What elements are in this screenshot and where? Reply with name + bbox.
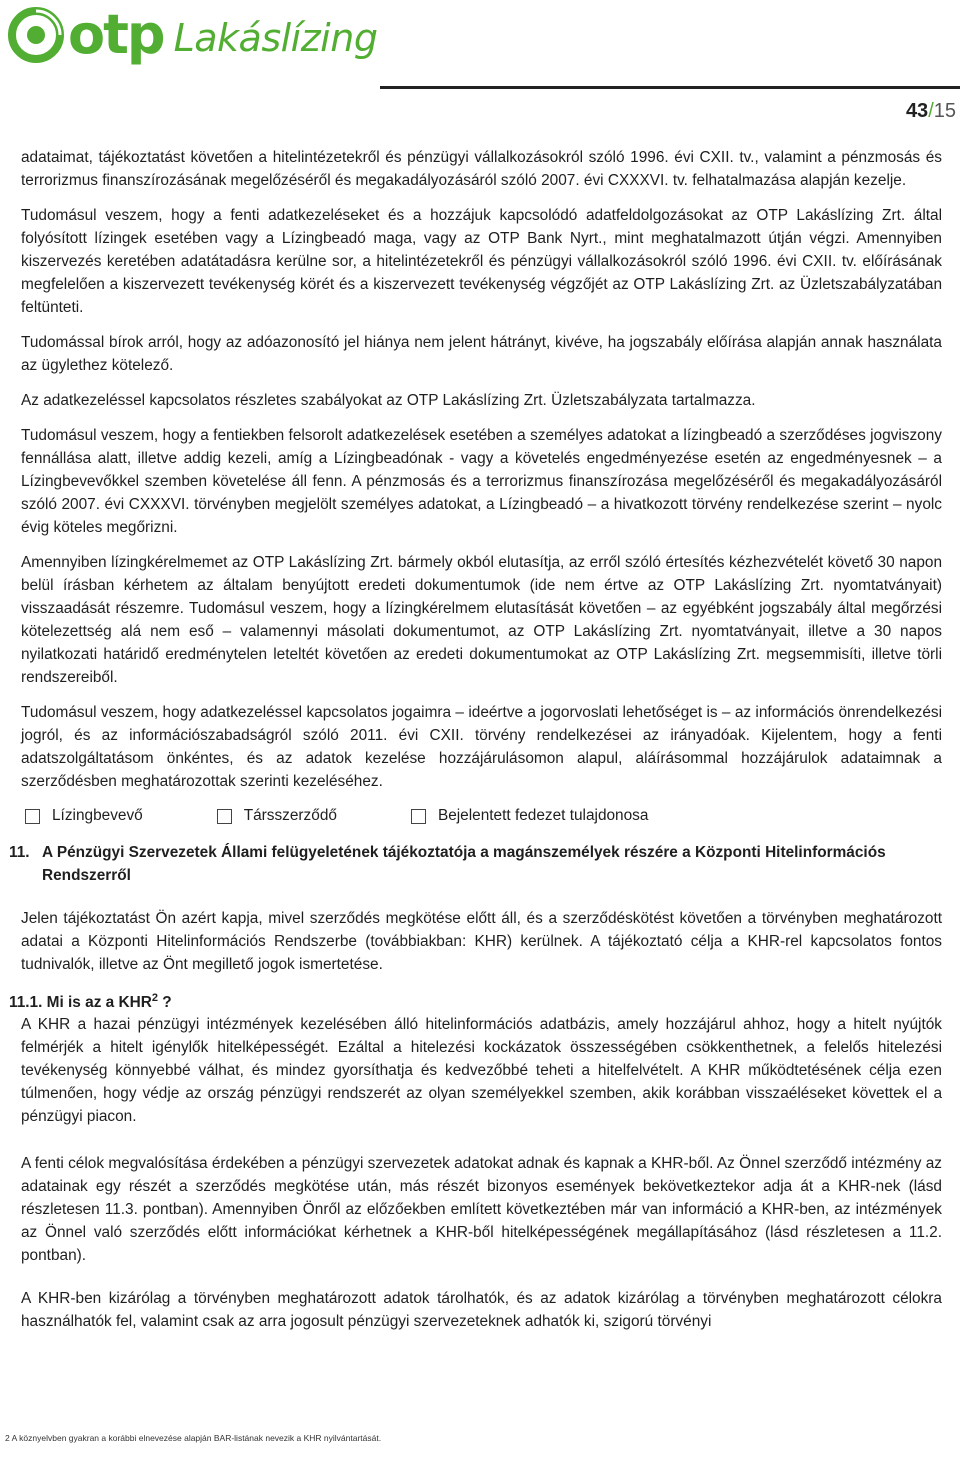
checkbox-fedezet-tulajdonos[interactable] [411,807,649,825]
paragraph: Tudomásul veszem, hogy adatkezeléssel kapcsolatos jogaimra – ideértve a jogorvoslati lehetőséget is – az információs önrendelkezési jogról, és az információszabadságról szóló 2011. évi CXII. törvény rendelkezései az irányadóak. Kijelentem, hogy a fenti adatszolgáltatásom önkéntes, és az adatok kezelése hozzájárulásomon alapul, aláírásommal hozzájárulok adataimnak a szerződésben meghatározottak szerinti kezeléséhez. [21,704,942,790]
paragraph: Az adatkezeléssel kapcsolatos részletes szabályokat az OTP Lakáslízing Zrt. Üzletszabályzata tartalmazza. [21,392,756,409]
page-total: 15 [933,100,956,122]
logo-product-text: Lakáslízing [173,16,378,60]
checkbox-label: Társszerződő [243,807,337,824]
section-number: 11. [9,844,30,861]
page-number [906,100,956,123]
section-11-1-heading [9,988,942,1013]
document-body [9,146,942,1345]
footnote-ref: 2 [151,992,158,1004]
brand-logo [8,4,377,66]
paragraph: A KHR a hazai pénzügyi intézmények kezelésében álló hitelinformációs adatbázis, amely hozzájárul ahhoz, hogy a hitelt nyújtók felmérjék a hitelt igénylők hitelképességét. Ezáltal a hitelezési kockázatok összességében csökkenthetnek, a felelős hitelezési tevékenység könnyebbé válhat, és mindez gyorsíthatja és kedvezőbbé teheti a hitelfelvételt. A KHR működtetésének célja ezen túlmenően, hogy védje az ország pénzügyi rendszerét az olyan személyekkel szemben, akik korábban visszaéléseket követtek el a pénzügyi piacon. [21,1016,942,1125]
checkbox-icon[interactable] [217,809,232,824]
otp-logo-icon [8,7,64,63]
footnote: 2 A köznyelvben gyakran a korábbi elnevezése alapján BAR-listának nevezik a KHR nyilvántartását. [5,1433,382,1443]
role-checkboxes [25,805,942,827]
checkbox-label: Bejelentett fedezet tulajdonosa [437,807,649,824]
checkbox-tarsszerzodo[interactable] [217,807,337,825]
paragraph: Tudomásul veszem, hogy a fenti adatkezeléseket és a hozzájuk kapcsolódó adatfeldolgozásokat az OTP Lakáslízing Zrt. által folyósított lízingek esetében vagy a Lízingbeadó maga, vagy az OTP Bank Nyrt., mint meghatalmazott útján végzi. Amennyiben kiszervezés keretében adatátadásra kerülne sor, a hitelintézetekről és pénzügyi vállalkozásokról szóló 1996. évi CXII. tv. előírásának megfelelően a kiszervezett tevékenység körét és a kiszervezett tevékenység végzőjét az OTP Lakáslízing Zrt. az Üzletszabályzatában feltünteti. [21,207,942,316]
logo-brand-text: otp [68,3,164,66]
paragraph: Tudomással bírok arról, hogy az adóazonosító jel hiánya nem jelent hátrányt, kivéve, ha jogszabály előírása alapján annak használata az ügylethez kötelező. [21,334,942,374]
subsection-title-end: ? [157,994,172,1011]
paragraph: A KHR-ben kizárólag a törvényben meghatározott adatok tárolhatók, és az adatok kizárólag a törvényben meghatározott célokra használhatók fel, valamint csak az arra jogosult pénzügyi szervezeteknek adhatók ki, szigorú törvényi [21,1290,942,1330]
checkbox-label: Lízingbevevő [52,807,143,824]
checkbox-lizingbevevo[interactable] [25,807,143,825]
section-11-heading [9,841,942,887]
header-divider [380,86,960,89]
section-11-intro: Jelen tájékoztatást Ön azért kapja, mivel szerződés megkötése előtt áll, és a szerződéskötést követően a törvényben meghatározott adatai a Központi Hitelinformációs Rendszerbe (továbbiakban: KHR) kerülnek. A tájékoztató célja a KHR-rel kapcsolatos fontos tudnivalók, illetve az Önt megillető jogok ismertetése. [21,910,942,973]
subsection-title: 11.1. Mi is az a KHR [9,994,152,1011]
checkbox-icon[interactable] [25,809,40,824]
page-separator: / [928,100,934,122]
checkbox-icon[interactable] [411,809,426,824]
paragraph: A fenti célok megvalósítása érdekében a pénzügyi szervezetek adatokat adnak és kapnak a KHR-ből. Az Önnel szerződő intézmény az adatainak egy részét a szerződés megkötése után, más részét bizonyos események bekövetkeztekor adja át a KHR-nek (lásd részletesen 11.3. pontban). Amennyiben Önről az előzőekben említett következtében már van információ a KHR-ben, az intézmények az Önnel való szerződés előtt információkat kérhetnek a KHR-ből hitelképességének megállapításához (lásd részletesen a 11.2. pontban). [21,1155,942,1264]
paragraph: adataimat, tájékoztatást követően a hitelintézetekről és pénzügyi vállalkozásokról szóló 1996. évi CXII. tv., valamint a pénzmosás és terrorizmus finanszírozásának megelőzéséről és megakadályozásáról szóló 2007. évi CXXXVI. tv. felhatalmazása alapján kezelje. [21,149,942,189]
section-title: A Pénzügyi Szervezetek Állami felügyeletének tájékoztatója a magánszemélyek részére a Központi Hitelinformációs Rendszerről [42,844,886,884]
paragraph: Amennyiben lízingkérelmemet az OTP Lakáslízing Zrt. bármely okból elutasítja, az erről szóló értesítés kézhezvételét követő 30 napon belül írásban kérhetem az általam benyújtott eredeti dokumentumok (ide nem értve az OTP Lakáslízing Zrt. nyomtatványait) visszaadását részemre. Tudomásul veszem, hogy a lízingkérelmem elutasítását követően – az egyébként jogszabály által megőrzési kötelezettség alá nem eső – valamennyi másolati dokumentumot, az OTP Lakáslízing Zrt. nyomtatványait, illetve a 30 napos nyilatkozati határidő eredménytelen leteltét követően az eredeti dokumentumokat az OTP Lakáslízing Zrt. megsemmisíti, illetve törli rendszereiből. [21,554,942,686]
paragraph: Tudomásul veszem, hogy a fentiekben felsorolt adatkezelések esetében a személyes adatokat a lízingbeadó a szerződéses jogviszony fennállása alatt, illetve addig kezeli, amíg a Lízingbeadónak - vagy a követelés engedményezése esetén az engedményesnek – a Lízingbevevőkkel szemben követelése áll fenn. A pénzmosás és a terrorizmus finanszírozása megelőzéséről és megakadályozásáról szóló 2007. évi CXXXVI. törvényben megjelölt személyes adatokat, a Lízingbeadó – a hivatkozott törvény rendelkezése szerint – nyolc évig köteles megőrizni. [21,427,942,536]
page-current: 43 [905,100,929,122]
